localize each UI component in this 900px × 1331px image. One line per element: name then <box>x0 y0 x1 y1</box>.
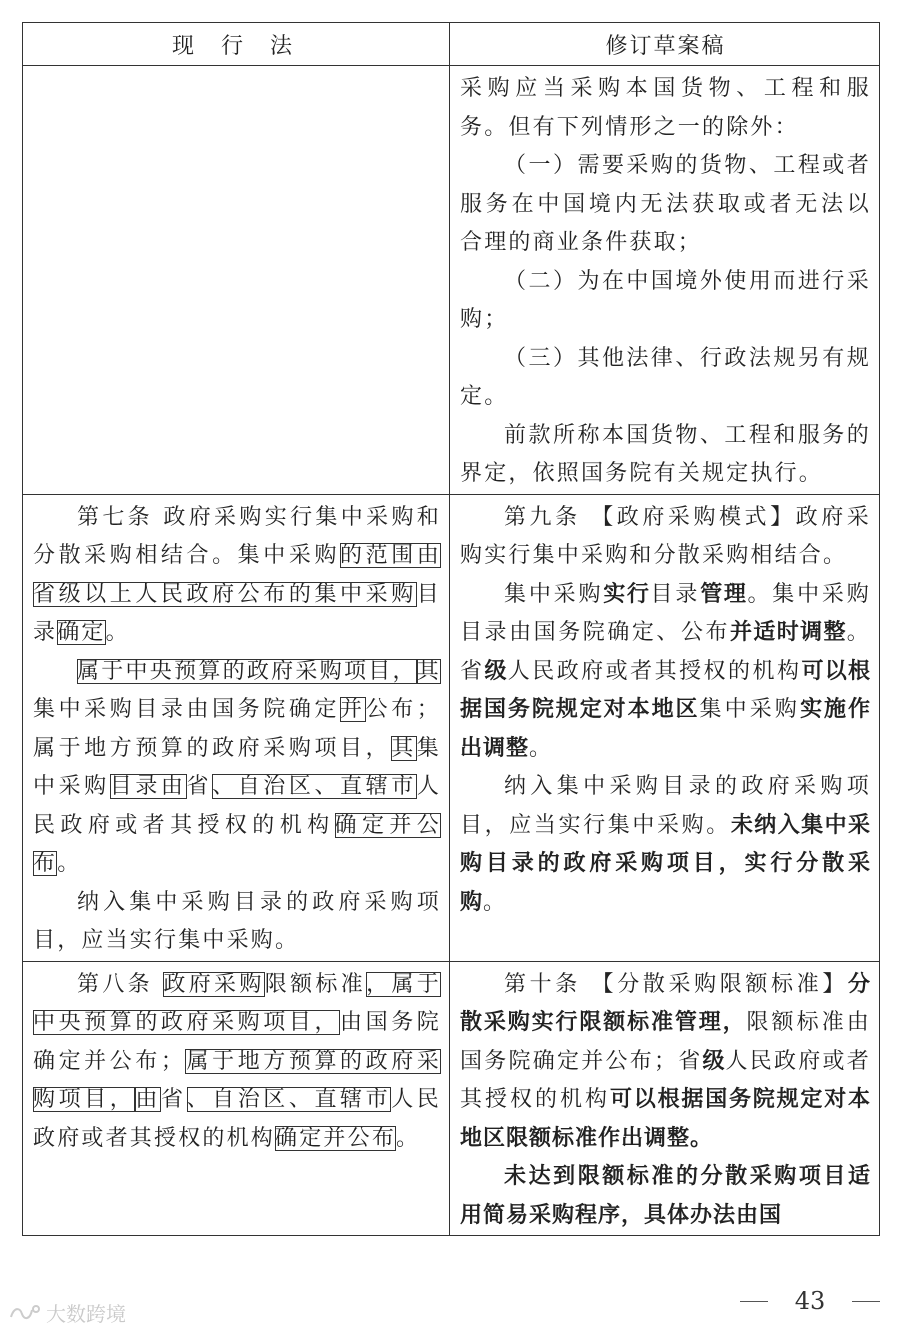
bold-text: 分散采购实行限额标准管理， <box>460 971 871 1035</box>
text: 【政府采购模式】 <box>591 504 796 530</box>
paragraph: 采购应当采购本国货物、工程和服务。但有下列情形之一的除外： <box>460 76 871 140</box>
text: 目录 <box>650 581 701 607</box>
text: 。 <box>105 620 130 645</box>
watermark-logo-icon <box>8 1302 42 1324</box>
text: 。 <box>529 735 554 761</box>
text: 政府采购实行集中采购和分散采购相结合。 <box>460 504 871 568</box>
text: 。集中采购目录由国务院确定、公布 <box>460 581 871 645</box>
text: 集中采购 <box>33 735 441 799</box>
text: 限额标准由国务院确定并公布；省 <box>460 1010 871 1074</box>
text: 目录 <box>33 581 441 645</box>
text: 人民政府或者其授权的机构 <box>507 658 802 684</box>
boxed-text: 、自治区、直辖市 <box>186 1087 392 1112</box>
text: 集中采购 <box>504 581 604 607</box>
text: 省 <box>186 774 213 799</box>
paragraph <box>33 653 441 884</box>
bold-text: 级 <box>484 658 508 684</box>
paragraph: 未达到限额标准的分散采购项目适用简易采购程序，具体办法由国 <box>460 1164 871 1228</box>
table-row <box>23 961 880 1236</box>
boxed-text: 其 <box>391 735 417 761</box>
cell-revised-draft-article-9 <box>450 494 880 961</box>
text: 。 <box>396 1125 421 1151</box>
boxed-text: 、自治区、直辖市 <box>212 774 417 799</box>
table-header-row <box>23 23 880 66</box>
text: 省 <box>160 1087 187 1112</box>
bold-text: 可以根据国务院规定对本地区限额标准作出调整。 <box>460 1087 871 1151</box>
paragraph <box>460 576 871 769</box>
paragraph <box>33 966 441 1159</box>
header-current-law: 现 行 法 <box>23 23 450 66</box>
bold-text: 并适时调整 <box>730 620 847 645</box>
comparison-table <box>22 22 880 1236</box>
text: 由国务院确定并公布； <box>33 1010 441 1074</box>
boxed-text: 政府采购 <box>163 971 265 997</box>
table-row <box>23 494 880 961</box>
text: 集中采购 <box>699 697 801 722</box>
text: 。 <box>57 851 82 876</box>
paragraph: 纳入集中采购目录的政府采购项目，应当实行集中采购。 <box>33 889 441 953</box>
cell-current-law-article-7 <box>23 494 450 961</box>
paragraph: （一）需要采购的货物、工程或者服务在中国境内无法获取或者无法以合理的商业条件获取； <box>460 153 871 255</box>
text: 。省 <box>460 620 871 684</box>
cell-revised-draft-article-10 <box>450 961 880 1236</box>
text: 纳入集中采购目录的政府采购项目，应当实行集中采购。 <box>460 774 871 838</box>
text: 人民政府或者其授权的机构 <box>33 774 442 838</box>
bold-text: 实施作出调整 <box>460 697 871 761</box>
boxed-text: ，属于中央预算的政府采购项目， <box>33 971 441 1035</box>
paragraph: （三）其他法律、行政法规另有规定。 <box>460 345 871 409</box>
bold-text: 未纳入集中采购目录的政府采购项目，实行分散采购 <box>460 812 871 915</box>
bold-text: 管理 <box>700 581 748 607</box>
cell-current-law-article-8 <box>23 961 450 1236</box>
footer-dash-right <box>852 1301 880 1302</box>
boxed-text: 确定 <box>57 620 106 645</box>
paragraph: （二）为在中国境外使用而进行采购； <box>460 268 871 332</box>
cell-current-law-empty <box>23 66 450 495</box>
bold-text: 实行 <box>603 581 651 607</box>
text: 第九条 <box>504 504 592 530</box>
text: 第七条 政府采购实行集中采购和分散采购相结合。集中采购 <box>33 504 441 568</box>
bold-text: 级 <box>702 1048 726 1074</box>
text: 公布；属于地方预算的政府采购项目， <box>33 697 441 761</box>
text: 。 <box>483 889 508 915</box>
page-number: 43 <box>794 1287 826 1315</box>
header-revised-draft: 修订草案稿 <box>450 23 880 66</box>
comparison-table-page <box>22 22 879 1236</box>
paragraph <box>460 768 871 922</box>
text: 第八条 <box>77 971 164 997</box>
boxed-text: 目录由 <box>109 774 187 799</box>
text: 第十条 【分散采购限额标准】 <box>504 971 848 997</box>
boxed-text: 确定并公布 <box>275 1125 397 1151</box>
watermark-text: 大数跨境 <box>46 1302 126 1326</box>
table-row <box>23 66 880 495</box>
paragraph <box>460 499 871 576</box>
watermark <box>8 1298 126 1327</box>
bold-text: 可以根据国务院规定对本地区 <box>460 658 871 722</box>
footer-dash-left <box>740 1301 768 1302</box>
boxed-text: 属于地方预算的政府采购项目， <box>33 1048 441 1112</box>
text: 人民政府或者其授权的机构 <box>460 1048 871 1112</box>
boxed-text: 确定并公布 <box>33 812 441 876</box>
boxed-text: 由 <box>135 1087 161 1112</box>
boxed-text: 其 <box>416 658 441 684</box>
boxed-text: 并 <box>340 697 366 722</box>
paragraph <box>460 966 871 1159</box>
text: 限额标准 <box>264 971 367 997</box>
text: 人民政府或者其授权的机构 <box>33 1087 442 1151</box>
paragraph <box>33 499 441 653</box>
paragraph: 前款所称本国货物、工程和服务的界定，依照国务院有关规定执行。 <box>460 422 871 486</box>
page-footer <box>740 1287 880 1315</box>
boxed-text: 的范围由省级以上人民政府公布的集中采购 <box>33 543 441 607</box>
boxed-text: 属于中央预算的政府采购项目， <box>77 658 417 684</box>
cell-revised-draft <box>450 66 880 495</box>
text: 集中采购目录由国务院确定 <box>33 697 341 722</box>
